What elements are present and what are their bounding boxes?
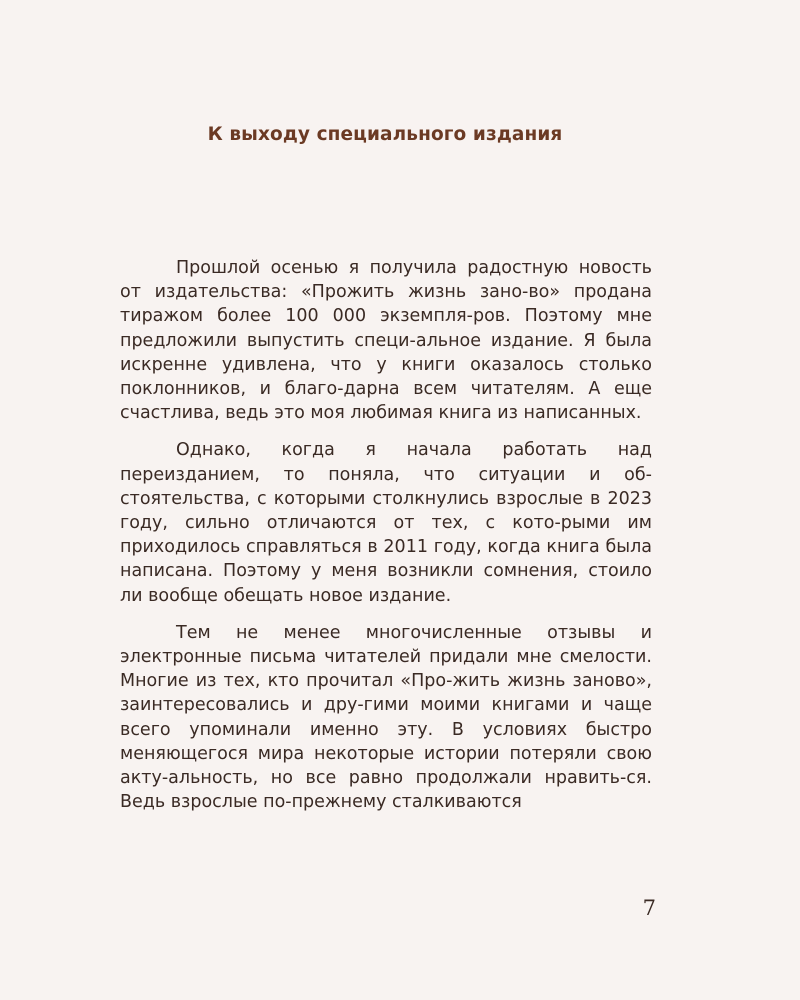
body-text xyxy=(120,256,652,827)
paragraph-1: Прошлой осенью я получила радостную новость от издательства: «Прожить жизнь зано-во» продана тиражом более 100 000 экземпля-ров. Поэтому мне предложили выпустить специ-альное издание. Я была искренне удивлена, что у книги оказалось столько поклонников, и благо-дарна всем читателям. А еще счастлива, ведь это моя любимая книга из написанных. xyxy=(120,258,652,424)
paragraph-2: Однако, когда я начала работать над переизданием, то поняла, что ситуации и об-стоятельства, с которыми столкнулись взрослые в 2023 году, сильно отличаются от тех, с кото-рыми им приходилось справляться в 2011 году, когда книга была написана. Поэтому у меня возникли сомнения, стоило ли вообще обещать новое издание. xyxy=(120,440,652,606)
page-number: 7 xyxy=(642,896,656,920)
paragraph-3: Тем не менее многочисленные отзывы и электронные письма читателей придали мне смелости. Многие из тех, кто прочитал «Про-жить жизнь заново», заинтересовались и дру-гими моими книгами и чаще всего упоминали именно эту. В условиях быстро меняющегося мира некоторые истории потеряли свою акту-альность, но все равно продолжали нравить-ся. Ведь взрослые по-прежнему сталкиваются xyxy=(120,622,652,813)
chapter-title: К выходу специального издания xyxy=(207,124,563,145)
